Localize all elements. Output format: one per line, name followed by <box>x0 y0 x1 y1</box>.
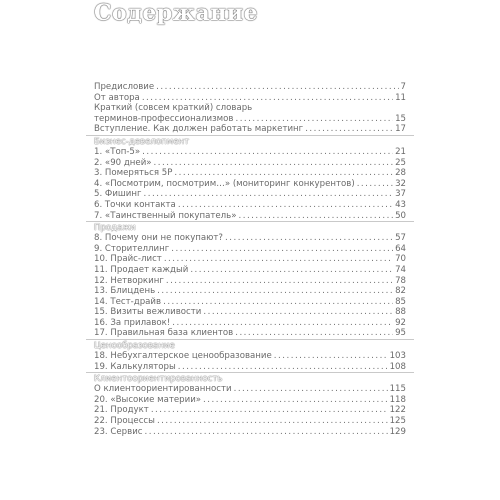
toc-entry-title: От автора <box>94 92 140 103</box>
toc-entry <box>94 265 406 276</box>
toc-entry-page: 11 <box>395 92 406 103</box>
toc-entry-title: 6. Точки контакта <box>94 199 176 210</box>
toc-leader-dots <box>164 254 393 265</box>
toc-entry <box>94 93 406 104</box>
toc-leader-dots <box>151 405 388 416</box>
toc-entry-title: 11. Продает каждый <box>94 264 189 275</box>
toc-section-title: Бизнес-девелопмент <box>86 135 414 147</box>
toc-entry-page: 122 <box>389 405 406 416</box>
toc-leader-dots <box>178 362 388 373</box>
toc-leader-dots <box>145 427 388 438</box>
toc-section <box>94 372 406 437</box>
toc-leader-dots <box>166 276 393 287</box>
toc-entry-title: О клиентоориентированности <box>94 384 232 395</box>
toc-entry-page: 17 <box>395 124 406 135</box>
toc-entry-title: 19. Калькуляторы <box>94 361 176 372</box>
toc-entry-page: 32 <box>395 178 406 189</box>
toc-entry <box>94 168 406 179</box>
toc-leader-dots <box>235 114 393 125</box>
toc-entry <box>94 405 406 416</box>
toc-entry <box>94 189 406 200</box>
toc-leader-dots <box>157 286 393 297</box>
page-title: Содержание <box>94 0 259 26</box>
toc-entry-title: 8. Почему они не покупают? <box>94 233 223 244</box>
toc-entry-line1 <box>94 103 406 114</box>
toc-entry <box>94 276 406 287</box>
toc-entry <box>94 244 406 255</box>
toc-entry-title: 5. Фишинг <box>94 189 142 200</box>
toc-entry <box>94 147 406 158</box>
toc-entry-title: 7. «Таинственный покупатель» <box>94 210 237 221</box>
toc-entry-title: 13. Блицдень <box>94 286 156 297</box>
toc-entry <box>94 254 406 265</box>
toc-entry-title: 21. Продукт <box>94 405 149 416</box>
toc-leader-dots <box>178 200 393 211</box>
toc-section <box>94 339 406 372</box>
toc-section-title: Ценообразование <box>86 339 414 351</box>
toc-leader-dots <box>234 384 388 395</box>
toc-entry <box>94 211 406 222</box>
toc-entry-title: 4. «Посмотрим, посмотрим…» (мониторинг конкурентов) <box>94 178 355 189</box>
toc-section-title: Продажи <box>86 221 414 233</box>
toc-entry <box>94 427 406 438</box>
toc-entry <box>94 395 406 406</box>
toc-entry-title: Вступление. Как должен работать маркетинг <box>94 124 304 135</box>
toc-entry-page: 74 <box>395 264 406 275</box>
toc-entry-page: 64 <box>395 243 406 254</box>
toc-leader-dots <box>163 297 393 308</box>
toc-leader-dots <box>144 189 394 200</box>
toc-section <box>94 221 406 339</box>
toc-entry-title: 1. «Топ-5» <box>94 146 141 157</box>
toc-entry-page: 95 <box>395 328 406 339</box>
toc-entry-title: 2. «90 дней» <box>94 157 152 168</box>
toc-leader-dots <box>190 265 393 276</box>
toc-leader-dots <box>225 233 393 244</box>
toc-leader-dots <box>156 82 398 93</box>
toc-entry-title: Краткий (совсем краткий) словарь <box>94 103 253 114</box>
toc-leader-dots <box>203 395 388 406</box>
toc-entry-page: 115 <box>389 384 406 395</box>
toc-entry-page: 125 <box>389 416 406 427</box>
toc-entry-title: 23. Сервис <box>94 426 143 437</box>
toc-entry-page: 70 <box>395 254 406 265</box>
toc-leader-dots <box>235 328 393 339</box>
toc-entry <box>94 307 406 318</box>
toc-entry-page: 88 <box>395 307 406 318</box>
toc-leader-dots <box>172 318 393 329</box>
toc-entry <box>94 233 406 244</box>
toc-entry <box>94 351 406 362</box>
toc-entry <box>94 124 406 135</box>
toc-entry-title: 10. Прайс-лист <box>94 254 162 265</box>
toc-entry <box>94 362 406 373</box>
toc-entry-title: 3. Померяться 5P <box>94 168 173 179</box>
toc-leader-dots <box>238 211 393 222</box>
toc-entry-title: 15. Визиты вежливости <box>94 307 202 318</box>
toc-entry-title: Предисловие <box>94 82 155 92</box>
toc-leader-dots <box>157 416 388 427</box>
toc-entry-title: 12. Нетворкинг <box>94 275 164 286</box>
toc-entry-page: 108 <box>389 361 406 372</box>
toc-entry <box>94 286 406 297</box>
toc-leader-dots <box>357 179 393 190</box>
toc-entry-page: 37 <box>395 189 406 200</box>
toc-entry-page: 118 <box>389 394 406 405</box>
toc-entry-title: терминов-профессионализмов <box>94 113 234 124</box>
toc-entry <box>94 158 406 169</box>
toc-entry-page: 92 <box>395 317 406 328</box>
toc-entry-page: 28 <box>395 168 406 179</box>
toc-entry-title: 22. Процессы <box>94 416 155 427</box>
toc-entry <box>94 416 406 427</box>
toc-entry-page: 50 <box>395 210 406 221</box>
toc-entry-title: 16. За прилавок! <box>94 317 171 328</box>
toc-entry <box>94 318 406 329</box>
toc-leader-dots <box>274 351 388 362</box>
toc-entry-page: 21 <box>395 146 406 157</box>
toc-entry <box>94 114 406 125</box>
toc-entry <box>94 200 406 211</box>
toc-sections <box>94 135 406 437</box>
toc-entry-page: 78 <box>395 275 406 286</box>
toc-section <box>94 135 406 221</box>
toc-entry-page: 103 <box>389 351 406 362</box>
toc-entry-page: 7 <box>400 82 406 92</box>
toc-entry-page: 57 <box>395 233 406 244</box>
toc-entry-title: 18. Небухгалтерское ценообразование <box>94 351 272 362</box>
toc-entry-title: 9. Сторителлинг <box>94 243 170 254</box>
toc-entry-page: 25 <box>395 157 406 168</box>
toc-entry-title: 20. «Высокие материи» <box>94 394 202 405</box>
toc-entry <box>94 384 406 395</box>
toc-entry-page: 85 <box>395 296 406 307</box>
toc-entry-page: 15 <box>395 113 406 124</box>
toc-entry-page: 82 <box>395 286 406 297</box>
toc-leader-dots <box>305 124 393 135</box>
toc-leader-dots <box>142 93 393 104</box>
toc-entry-page: 129 <box>389 426 406 437</box>
toc-entry-title: 17. Правильная база клиентов <box>94 328 234 339</box>
toc-entry <box>94 297 406 308</box>
toc-entry-title: 14. Тест-драйв <box>94 296 162 307</box>
toc-section-title: Клиентоориентированность <box>86 372 414 384</box>
toc-entry <box>94 328 406 339</box>
toc-intro <box>94 82 406 135</box>
toc-leader-dots <box>142 147 393 158</box>
table-of-contents <box>94 82 406 437</box>
toc-entry <box>94 179 406 190</box>
toc-leader-dots <box>171 244 393 255</box>
toc-leader-dots <box>154 158 394 169</box>
toc-entry <box>94 82 406 93</box>
toc-leader-dots <box>174 168 393 179</box>
toc-entry-page: 43 <box>395 199 406 210</box>
toc-leader-dots <box>203 307 393 318</box>
